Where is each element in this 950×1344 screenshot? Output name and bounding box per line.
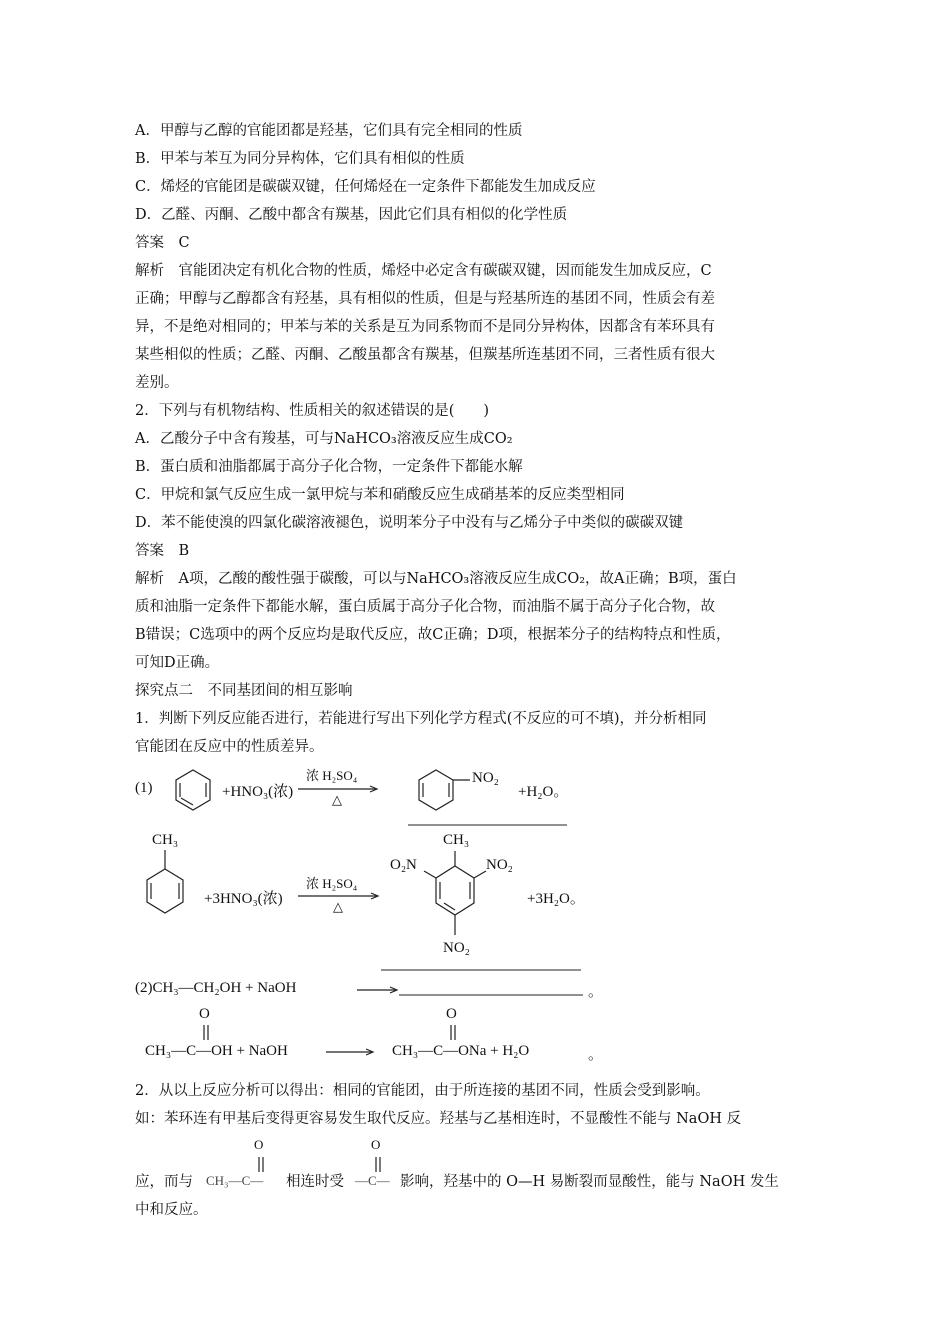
q1-option-b: B．甲苯与苯互为同分异构体，它们具有相似的性质 bbox=[135, 151, 465, 167]
eq4-carbonyl-o-right: O bbox=[446, 1006, 457, 1022]
eq4-products: CH₃—C—ONa + H₂O bbox=[392, 1043, 530, 1059]
eq2-methyl: CH₃ bbox=[152, 832, 179, 848]
eq2-tail: +3H₂O。 bbox=[527, 891, 585, 907]
q1-option-a: A．甲醇与乙醇的官能团都是羟基，它们具有完全相同的性质 bbox=[135, 123, 523, 139]
conclusion-line: 如：苯环连有甲基后变得更容易发生取代反应。羟基与乙基相连时，不显酸性不能与 NaOH 反 bbox=[135, 1111, 742, 1127]
conclusion-carbonyl-o-1: O bbox=[254, 1137, 264, 1152]
eq1-condition-top: 浓 H₂SO₄ bbox=[306, 768, 358, 783]
section-title: 探究点二 不同基团间的相互影响 bbox=[135, 683, 353, 699]
eq2-product-right-nitro: NO₂ bbox=[486, 857, 513, 873]
conclusion-carbonyl-group: —C— bbox=[355, 1173, 390, 1188]
q2-option-a: A．乙酸分子中含有羧基，可与NaHCO₃溶液反应生成CO₂ bbox=[135, 431, 513, 447]
eq1-condition-bottom: △ bbox=[332, 792, 342, 807]
q2-option-c: C．甲烷和氯气反应生成一氯甲烷与苯和硝酸反应生成硝基苯的反应类型相同 bbox=[135, 487, 625, 503]
conclusion-line-3b: 相连时受 bbox=[286, 1174, 344, 1190]
q2-option-b: B．蛋白质和油脂都属于高分子化合物，一定条件下都能水解 bbox=[135, 459, 523, 475]
q2-analysis-line: B错误；C选项中的两个反应均是取代反应，故C正确；D项，根据苯分子的结构特点和性质， bbox=[135, 627, 731, 643]
q1-option-d: D．乙醛、丙酮、乙酸中都含有羰基，因此它们具有相似的化学性质 bbox=[135, 207, 568, 223]
eq2-product-bottom-nitro: NO₂ bbox=[443, 940, 470, 956]
eq2-condition-top: 浓 H₂SO₄ bbox=[306, 876, 358, 891]
q2-answer: 答案 B bbox=[135, 543, 190, 559]
q2-analysis-line: 质和油脂一定条件下都能水解，蛋白质属于高分子化合物，而油脂不属于高分子化合物，故 bbox=[135, 599, 715, 615]
q1-answer: 答案 C bbox=[135, 235, 190, 251]
q1-analysis-line: 差别。 bbox=[135, 375, 179, 391]
eq4-tail: 。 bbox=[588, 1047, 604, 1063]
conclusion-line-3a: 应，而与 bbox=[135, 1174, 193, 1190]
conclusion-acetyl-group: CH₃—C— bbox=[206, 1173, 264, 1188]
q1-analysis-line: 异，不是绝对相同的；甲苯与苯的关系是互为同系物而不是同分异构体，因都含有苯环具有 bbox=[135, 319, 715, 335]
task-1-line: 官能团在反应中的性质差异。 bbox=[135, 739, 324, 755]
eq1-nitro-group: NO₂ bbox=[472, 770, 499, 786]
eq1-reagent: +HNO₃(浓) bbox=[222, 784, 294, 800]
eq4-carbonyl-o-left: O bbox=[199, 1006, 210, 1022]
eq2-product-methyl: CH₃ bbox=[443, 832, 470, 848]
eq2-reagent: +3HNO₃(浓) bbox=[204, 891, 283, 907]
task-1-line: 1．判断下列反应能否进行，若能进行写出下列化学方程式(不反应的可不填)，并分析相同 bbox=[135, 711, 707, 727]
eq4-reactants: CH₃—C—OH + NaOH bbox=[145, 1043, 288, 1059]
q1-analysis-line: 正确；甲醇与乙醇都含有羟基，具有相似的性质，但是与羟基所连的基团不同，性质会有差 bbox=[135, 291, 715, 307]
conclusion-line-3c: 影响，羟基中的 O—H 易断裂而显酸性，能与 NaOH 发生 bbox=[400, 1174, 779, 1190]
eq3-tail: 。 bbox=[588, 984, 604, 1000]
conclusion-carbonyl-o-2: O bbox=[371, 1137, 381, 1152]
eq2-condition-bottom: △ bbox=[333, 899, 343, 914]
q2-analysis-line: 可知D正确。 bbox=[135, 655, 220, 671]
q2-stem: 2．下列与有机物结构、性质相关的叙述错误的是( ) bbox=[135, 403, 490, 419]
q1-analysis-line: 某些相似的性质；乙醛、丙酮、乙酸虽都含有羰基，但羰基所连基团不同，三者性质有很大 bbox=[135, 347, 715, 363]
q1-option-c: C．烯烃的官能团是碳碳双键，任何烯烃在一定条件下都能发生加成反应 bbox=[135, 179, 596, 195]
q2-analysis-line: 解析 A项，乙酸的酸性强于碳酸，可以与NaHCO₃溶液反应生成CO₂，故A正确；B项，蛋白 bbox=[135, 571, 737, 587]
conclusion-line: 中和反应。 bbox=[135, 1202, 208, 1218]
q2-option-d: D．苯不能使溴的四氯化碳溶液褪色，说明苯分子中没有与乙烯分子中类似的碳碳双键 bbox=[135, 515, 684, 531]
eq1-tail: +H₂O。 bbox=[518, 784, 569, 800]
eq1-label: (1) bbox=[135, 780, 153, 796]
conclusion-line: 2．从以上反应分析可以得出：相同的官能团，由于所连接的基团不同，性质会受到影响。 bbox=[135, 1083, 710, 1099]
eq3-reactants: (2)CH₃—CH₂OH + NaOH bbox=[135, 980, 297, 996]
q1-analysis-line: 解析 官能团决定有机化合物的性质，烯烃中必定含有碳碳双键，因而能发生加成反应，C bbox=[135, 263, 712, 279]
eq2-product-left-nitro: O₂N bbox=[390, 857, 417, 873]
